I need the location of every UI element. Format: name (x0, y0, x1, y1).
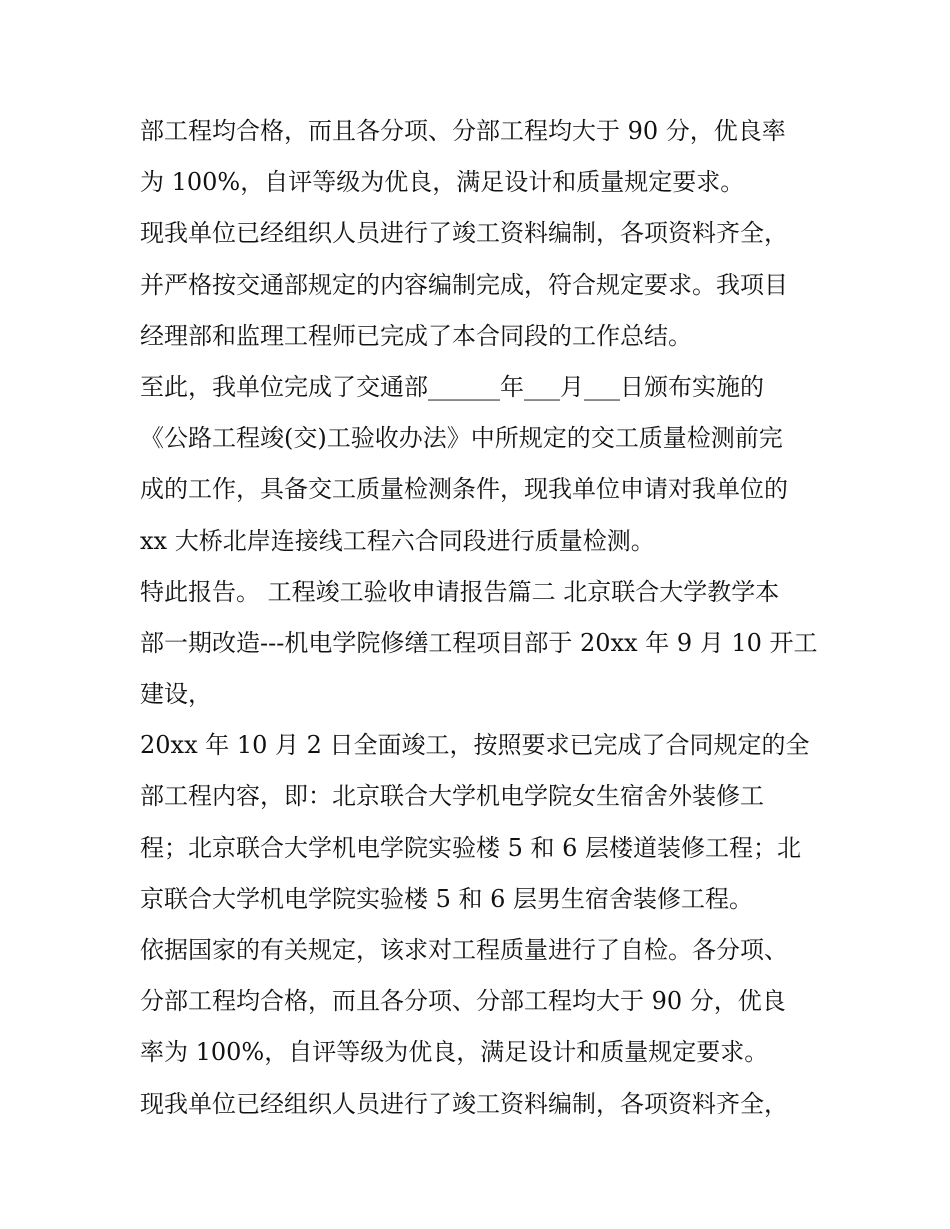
text-line: 率为 100%，自评等级为优良，满足设计和质量规定要求。 (140, 1038, 769, 1067)
text-line: 部工程内容，即：北京联合大学机电学院女生宿舍外装修工 (140, 782, 764, 811)
text-line: 《公路工程竣(交)工验收办法》中所规定的交工质量检测前完 (140, 424, 783, 453)
text-line: 依据国家的有关规定，该求对工程质量进行了自检。各分项、 (140, 936, 788, 964)
text-line: 20xx 年 10 月 2 日全面竣工，按照要求已完成了合同规定的全 (140, 731, 810, 760)
text-line: 现我单位已经组织人员进行了竣工资料编制，各项资料齐全， (140, 1089, 788, 1118)
text-line: 并严格按交通部规定的内容编制完成，符合规定要求。我项目 (140, 270, 788, 299)
body-text (140, 106, 820, 1130)
text-line: 为 100%，自评等级为优良，满足设计和质量规定要求。 (140, 168, 745, 197)
text-line: 京联合大学机电学院实验楼 5 和 6 层男生宿舍装修工程。 (140, 884, 754, 913)
text-line: 建设， (140, 680, 212, 709)
text-line: 程；北京联合大学机电学院实验楼 5 和 6 层楼道装修工程；北 (140, 833, 802, 862)
text-line: xx 大桥北岸连接线工程六合同段进行质量检测。 (140, 526, 655, 555)
text-line: 现我单位已经组织人员进行了竣工资料编制，各项资料齐全， (140, 219, 788, 248)
text-line: 成的工作，具备交工质量检测条件，现我单位申请对我单位的 (140, 475, 788, 504)
text-line: 经理部和监理工程师已完成了本合同段的工作总结。 (140, 321, 692, 350)
text-line: 至此，我单位完成了交通部______年___月___日颁布实施的 (140, 372, 764, 401)
text-line: 特此报告。 工程竣工验收申请报告篇二 北京联合大学教学本 (140, 577, 780, 606)
text-line: 部工程均合格，而且各分项、分部工程均大于 90 分，优良率 (140, 117, 786, 145)
text-line: 分部工程均合格，而且各分项、分部工程均大于 90 分，优良 (140, 987, 786, 1016)
text-line: 部一期改造---机电学院修缮工程项目部于 20xx 年 9 月 10 开工 (140, 628, 818, 657)
